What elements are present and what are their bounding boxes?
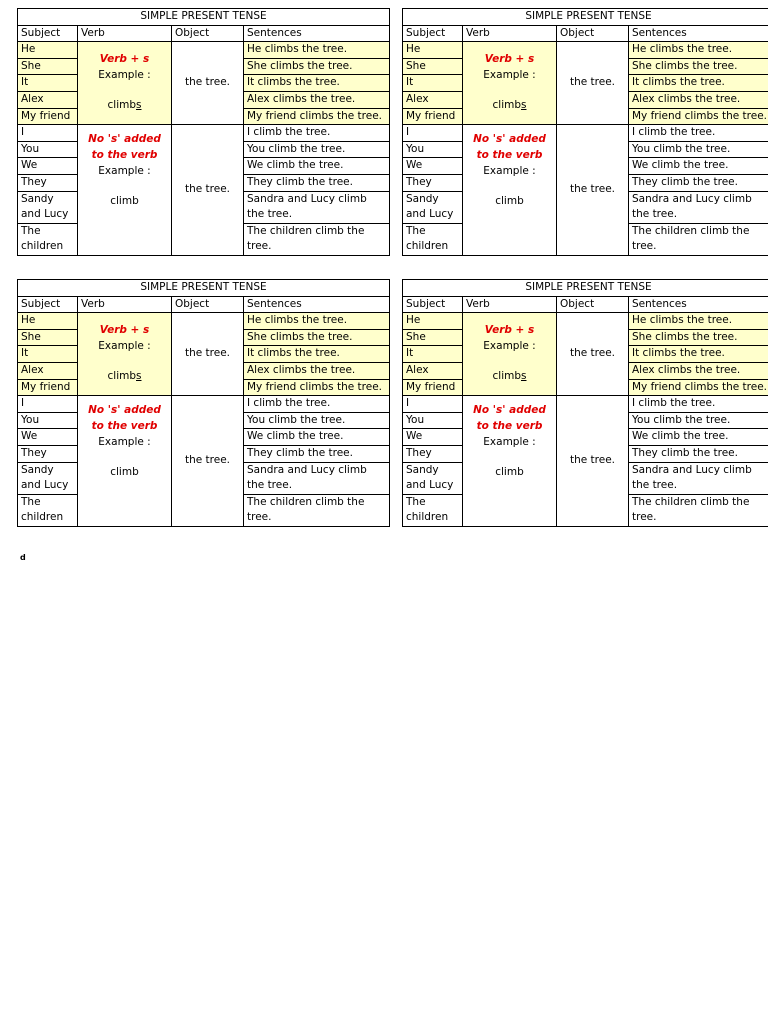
verb-rule-cell (78, 42, 172, 125)
subject-cell: The children (18, 223, 78, 255)
subject-cell: Sandy and Lucy (403, 191, 463, 223)
sentence-cell: It climbs the tree. (244, 346, 390, 363)
verb-rule: Verb + s (99, 53, 150, 66)
sentence-cell: The children climb the tree. (629, 223, 768, 255)
sentence-cell: It climbs the tree. (629, 75, 768, 92)
example-verb: climb (110, 195, 139, 208)
sentence-cell: I climb the tree. (629, 125, 768, 142)
subject-cell: My friend (403, 108, 463, 125)
verb-rule: No 's' added to the verb (473, 133, 546, 161)
object-cell: the tree. (557, 125, 629, 256)
subject-cell: You (18, 412, 78, 429)
verb-stem: climb (107, 370, 137, 383)
sentence-cell: Alex climbs the tree. (629, 91, 768, 108)
sentence-cell: My friend climbs the tree. (629, 379, 768, 396)
header-verb: Verb (78, 296, 172, 313)
subject-cell: You (18, 141, 78, 158)
verb-suffix: s (136, 370, 142, 383)
example-verb (466, 98, 553, 114)
subject-cell: I (403, 125, 463, 142)
subject-cell: Alex (18, 91, 78, 108)
subject-cell: The children (403, 223, 463, 255)
sentence-cell: He climbs the tree. (629, 42, 768, 59)
subject-cell: Alex (18, 362, 78, 379)
sentence-cell: You climb the tree. (629, 141, 768, 158)
subject-cell: He (18, 313, 78, 330)
subject-cell: Alex (403, 362, 463, 379)
sentence-cell: The children climb the tree. (244, 223, 390, 255)
example-label: Example : (483, 435, 536, 448)
header-object: Object (557, 25, 629, 42)
sentence-cell: My friend climbs the tree. (244, 108, 390, 125)
verb-rule-cell (78, 313, 172, 396)
sentence-cell: The children climb the tree. (244, 494, 390, 526)
verb-rule: No 's' added to the verb (88, 133, 161, 161)
subject-cell: It (18, 346, 78, 363)
example-verb: climb (110, 466, 139, 479)
subject-cell: It (403, 75, 463, 92)
table-title: SIMPLE PRESENT TENSE (18, 280, 390, 297)
verb-rule: Verb + s (99, 324, 150, 337)
header-object: Object (172, 25, 244, 42)
subject-cell: I (18, 396, 78, 413)
sentence-cell: Alex climbs the tree. (244, 362, 390, 379)
object-cell: the tree. (172, 313, 244, 396)
sentence-cell: Sandra and Lucy climb the tree. (244, 191, 390, 223)
header-object: Object (557, 296, 629, 313)
subject-cell: The children (403, 494, 463, 526)
object-cell: the tree. (172, 42, 244, 125)
object-cell: the tree. (557, 396, 629, 527)
example-verb (81, 369, 168, 385)
sentence-cell: The children climb the tree. (629, 494, 768, 526)
sentence-cell: She climbs the tree. (629, 58, 768, 75)
subject-cell: They (403, 174, 463, 191)
subject-cell: My friend (403, 379, 463, 396)
subject-cell: It (18, 75, 78, 92)
verb-stem: climb (492, 99, 522, 112)
verb-rule-cell (463, 125, 557, 256)
grammar-table-3 (17, 279, 390, 527)
subject-cell: She (18, 329, 78, 346)
sentence-cell: You climb the tree. (629, 412, 768, 429)
object-cell: the tree. (557, 313, 629, 396)
verb-rule-cell (78, 396, 172, 527)
sentence-cell: Alex climbs the tree. (244, 91, 390, 108)
verb-rule-cell (463, 396, 557, 527)
example-verb (466, 369, 553, 385)
header-verb: Verb (78, 25, 172, 42)
header-verb: Verb (463, 25, 557, 42)
header-sentences: Sentences (244, 25, 390, 42)
object-cell: the tree. (557, 42, 629, 125)
example-label: Example : (483, 164, 536, 177)
verb-rule: Verb + s (484, 324, 535, 337)
header-subject: Subject (18, 296, 78, 313)
header-sentences: Sentences (244, 296, 390, 313)
verb-stem: climb (492, 370, 522, 383)
table-title: SIMPLE PRESENT TENSE (18, 9, 390, 26)
example-verb (81, 98, 168, 114)
subject-cell: Sandy and Lucy (403, 462, 463, 494)
subject-cell: Sandy and Lucy (18, 462, 78, 494)
stray-mark: d (20, 553, 26, 562)
subject-cell: We (403, 429, 463, 446)
sentence-cell: You climb the tree. (244, 412, 390, 429)
sentence-cell: My friend climbs the tree. (629, 108, 768, 125)
header-subject: Subject (403, 25, 463, 42)
header-subject: Subject (403, 296, 463, 313)
sentence-cell: It climbs the tree. (244, 75, 390, 92)
verb-rule: No 's' added to the verb (88, 404, 161, 432)
subject-cell: The children (18, 494, 78, 526)
sentence-cell: She climbs the tree. (244, 58, 390, 75)
verb-rule-cell (463, 313, 557, 396)
header-object: Object (172, 296, 244, 313)
sentence-cell: You climb the tree. (244, 141, 390, 158)
verb-rule: No 's' added to the verb (473, 404, 546, 432)
object-cell: the tree. (172, 125, 244, 256)
subject-cell: He (403, 313, 463, 330)
subject-cell: We (18, 429, 78, 446)
sentence-cell: I climb the tree. (629, 396, 768, 413)
subject-cell: My friend (18, 379, 78, 396)
sentence-cell: They climb the tree. (244, 174, 390, 191)
sentence-cell: We climb the tree. (629, 158, 768, 175)
subject-cell: They (18, 445, 78, 462)
grammar-table-4 (402, 279, 768, 527)
sentence-cell: We climb the tree. (244, 158, 390, 175)
sentence-cell: They climb the tree. (629, 445, 768, 462)
sentence-cell: Sandra and Lucy climb the tree. (629, 462, 768, 494)
sentence-cell: I climb the tree. (244, 125, 390, 142)
example-label: Example : (483, 68, 536, 81)
subject-cell: My friend (18, 108, 78, 125)
sentence-cell: They climb the tree. (629, 174, 768, 191)
subject-cell: She (403, 58, 463, 75)
sentence-cell: He climbs the tree. (244, 313, 390, 330)
subject-cell: She (403, 329, 463, 346)
sentence-cell: Sandra and Lucy climb the tree. (244, 462, 390, 494)
subject-cell: It (403, 346, 463, 363)
example-verb: climb (495, 466, 524, 479)
table-title: SIMPLE PRESENT TENSE (403, 9, 768, 26)
subject-cell: He (18, 42, 78, 59)
header-verb: Verb (463, 296, 557, 313)
sentence-cell: We climb the tree. (629, 429, 768, 446)
verb-rule-cell (78, 125, 172, 256)
header-subject: Subject (18, 25, 78, 42)
grammar-table-2 (402, 8, 768, 256)
sentence-cell: My friend climbs the tree. (244, 379, 390, 396)
example-label: Example : (98, 435, 151, 448)
verb-suffix: s (521, 99, 527, 112)
header-sentences: Sentences (629, 25, 768, 42)
sentence-cell: Alex climbs the tree. (629, 362, 768, 379)
subject-cell: Alex (403, 91, 463, 108)
object-cell: the tree. (172, 396, 244, 527)
sentence-cell: Sandra and Lucy climb the tree. (629, 191, 768, 223)
verb-suffix: s (136, 99, 142, 112)
subject-cell: I (18, 125, 78, 142)
sentence-cell: She climbs the tree. (244, 329, 390, 346)
subject-cell: We (18, 158, 78, 175)
table-title: SIMPLE PRESENT TENSE (403, 280, 768, 297)
subject-cell: They (403, 445, 463, 462)
sentence-cell: They climb the tree. (244, 445, 390, 462)
example-label: Example : (483, 339, 536, 352)
subject-cell: I (403, 396, 463, 413)
sentence-cell: We climb the tree. (244, 429, 390, 446)
subject-cell: You (403, 141, 463, 158)
subject-cell: You (403, 412, 463, 429)
example-label: Example : (98, 164, 151, 177)
sentence-cell: I climb the tree. (244, 396, 390, 413)
sentence-cell: It climbs the tree. (629, 346, 768, 363)
subject-cell: They (18, 174, 78, 191)
subject-cell: She (18, 58, 78, 75)
subject-cell: Sandy and Lucy (18, 191, 78, 223)
sentence-cell: She climbs the tree. (629, 329, 768, 346)
example-label: Example : (98, 68, 151, 81)
header-sentences: Sentences (629, 296, 768, 313)
example-label: Example : (98, 339, 151, 352)
sentence-cell: He climbs the tree. (244, 42, 390, 59)
example-verb: climb (495, 195, 524, 208)
subject-cell: We (403, 158, 463, 175)
subject-cell: He (403, 42, 463, 59)
sentence-cell: He climbs the tree. (629, 313, 768, 330)
verb-suffix: s (521, 370, 527, 383)
verb-stem: climb (107, 99, 137, 112)
verb-rule: Verb + s (484, 53, 535, 66)
verb-rule-cell (463, 42, 557, 125)
grammar-table-1 (17, 8, 390, 256)
